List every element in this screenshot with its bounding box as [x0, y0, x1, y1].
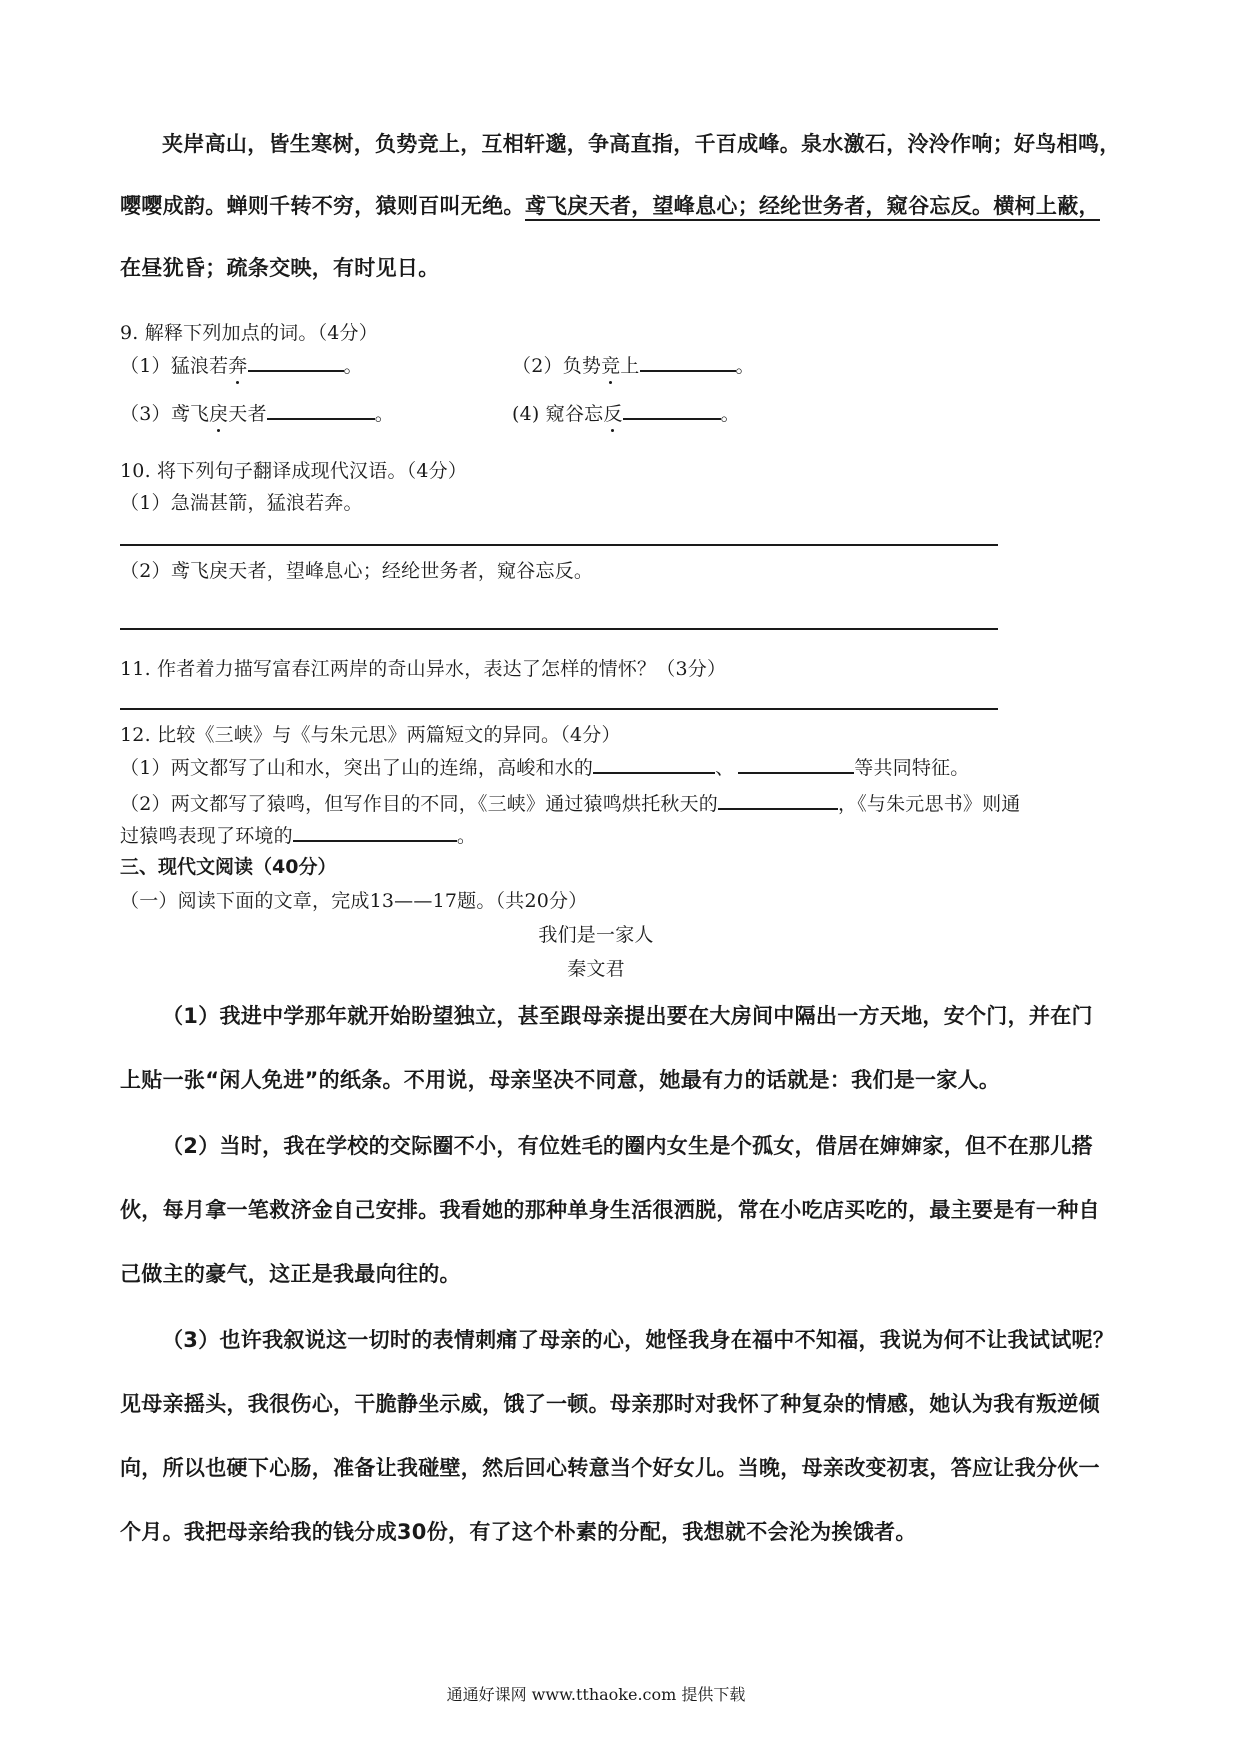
q9-item-3-dotted-word: 戾 — [209, 403, 229, 425]
q9-item-4-blank[interactable] — [623, 398, 721, 420]
q9-item-1-blank[interactable] — [248, 350, 344, 372]
article-author: 秦文君 — [567, 958, 625, 980]
q9-item-2-end: 。 — [735, 355, 755, 377]
passage-line-2-start: 嘤嘤成韵。蝉则千转不穷，猿则百叫无绝。 — [120, 194, 525, 218]
q9-item-2-text: （2）负势 — [512, 355, 602, 377]
q12-item-1-blank-2[interactable] — [738, 752, 854, 774]
article-p2-line-2: 伙，每月拿一笔救济金自己安排。我看她的那种单身生活很洒脱，常在小吃店买吃的，最主要是有一种自 — [120, 1198, 1100, 1222]
q9-item-1 — [120, 350, 363, 378]
article-p3-line-3: 向，所以也硬下心肠，准备让我碰壁，然后回心转意当个好女儿。当晚，母亲改变初衷，答应让我分伙一 — [120, 1456, 1100, 1480]
q9-item-3 — [120, 398, 394, 426]
article-p1-line-1: （1）我进中学那年就开始盼望独立，甚至跟母亲提出要在大房间中隔出一方天地，安个门，并在门 — [162, 1004, 1093, 1028]
q12-item-3 — [120, 820, 476, 848]
q9-item-2-blank[interactable] — [640, 350, 736, 372]
q9-item-1-text: （1）猛浪若 — [120, 355, 229, 377]
q9-item-4 — [512, 398, 740, 426]
q12-item-1-separator: 、 — [715, 757, 735, 779]
article-p2-line-1: （2）当时，我在学校的交际圈不小，有位姓毛的圈内女生是个孤女，借居在婶婶家，但不在那儿搭 — [162, 1134, 1093, 1158]
q11-title: 11. 作者着力描写富春江两岸的奇山异水，表达了怎样的情怀？（3分） — [120, 658, 727, 680]
q9-item-3-end: 。 — [374, 403, 394, 425]
q9-item-2 — [512, 350, 755, 378]
q12-item-1-text: （1）两文都写了山和水，突出了山的连绵，高峻和水的 — [120, 757, 594, 779]
passage-underlined-sentence: 鸢飞戾天者，望峰息心；经纶世务者，窥谷忘反。 — [525, 194, 994, 221]
q9-title: 9. 解释下列加点的词。（4分） — [120, 322, 378, 344]
q10-item-2: （2）鸢飞戾天者，望峰息心；经纶世务者，窥谷忘反。 — [120, 560, 594, 582]
q12-item-2-end: ，《与朱元思书》则通 — [838, 793, 1021, 815]
q9-item-4-end: 。 — [720, 403, 740, 425]
article-p2-line-3: 己做主的豪气，这正是我最向往的。 — [120, 1262, 461, 1286]
q9-item-1-end: 。 — [343, 355, 363, 377]
q11-answer-line[interactable] — [120, 708, 998, 710]
article-p3-line-1: （3）也许我叙说这一切时的表情刺痛了母亲的心，她怪我身在福中不知福，我说为何不让我试试呢？ — [162, 1328, 1115, 1352]
q10-item-1: （1）急湍甚箭，猛浪若奔。 — [120, 492, 363, 514]
passage-line-1: 夹岸高山，皆生寒树，负势竞上，互相轩邈，争高直指，千百成峰。泉水激石，泠泠作响；好鸟相鸣， — [162, 132, 1121, 156]
q12-item-1-blank-1[interactable] — [593, 752, 715, 774]
q12-item-1 — [120, 752, 970, 780]
q10-answer-line-2[interactable] — [120, 628, 998, 630]
q10-answer-line-1[interactable] — [120, 544, 998, 546]
q9-item-3-text: （3）鸢飞 — [120, 403, 210, 425]
q9-item-2-text-mid: 上 — [620, 355, 640, 377]
q9-item-2-dotted-word: 竞 — [601, 355, 621, 377]
article-p3-line-4: 个月。我把母亲给我的钱分成30份，有了这个朴素的分配，我想就不会沦为挨饿者。 — [120, 1520, 917, 1544]
q9-item-3-text-mid: 天者 — [228, 403, 267, 425]
q12-item-3-text: 过猿鸣表现了环境的 — [120, 825, 293, 847]
page-footer: 通通好课网 www.tthaoke.com 提供下载 — [446, 1685, 746, 1704]
section-3-instruction: （一）阅读下面的文章，完成13——17题。（共20分） — [120, 890, 588, 912]
passage-line-3: 在昼犹昏；疏条交映，有时见日。 — [120, 256, 440, 280]
passage-line-2-end: 横柯上蔽， — [993, 194, 1100, 221]
q12-item-1-end: 等共同特征。 — [854, 757, 970, 779]
article-p3-line-2: 见母亲摇头，我很伤心，干脆静坐示威，饿了一顿。母亲那时对我怀了种复杂的情感，她认为我有叛逆倾 — [120, 1392, 1100, 1416]
section-3-heading: 三、现代文阅读（40分） — [120, 856, 337, 878]
q12-item-3-blank[interactable] — [293, 820, 457, 842]
q9-item-3-blank[interactable] — [267, 398, 375, 420]
q10-title: 10. 将下列句子翻译成现代汉语。（4分） — [120, 460, 468, 482]
q12-item-3-end: 。 — [456, 825, 477, 847]
q12-item-2 — [120, 788, 1021, 816]
q12-title: 12. 比较《三峡》与《与朱元思》两篇短文的异同。（4分） — [120, 724, 621, 746]
q12-item-2-text: （2）两文都写了猿鸣，但写作目的不同，《三峡》通过猿鸣烘托秋天的 — [120, 793, 718, 815]
q9-item-4-dotted-word: 反 — [603, 403, 623, 425]
q9-item-1-dotted-word: 奔 — [228, 355, 248, 377]
article-title: 我们是一家人 — [538, 924, 654, 946]
article-p1-line-2: 上贴一张“闲人免进”的纸条。不用说，母亲坚决不同意，她最有力的话就是：我们是一家人。 — [120, 1068, 1001, 1092]
passage-line-2 — [120, 190, 1100, 220]
q9-item-4-text: (4) 窥谷忘 — [512, 403, 604, 425]
q12-item-2-blank[interactable] — [718, 788, 838, 810]
